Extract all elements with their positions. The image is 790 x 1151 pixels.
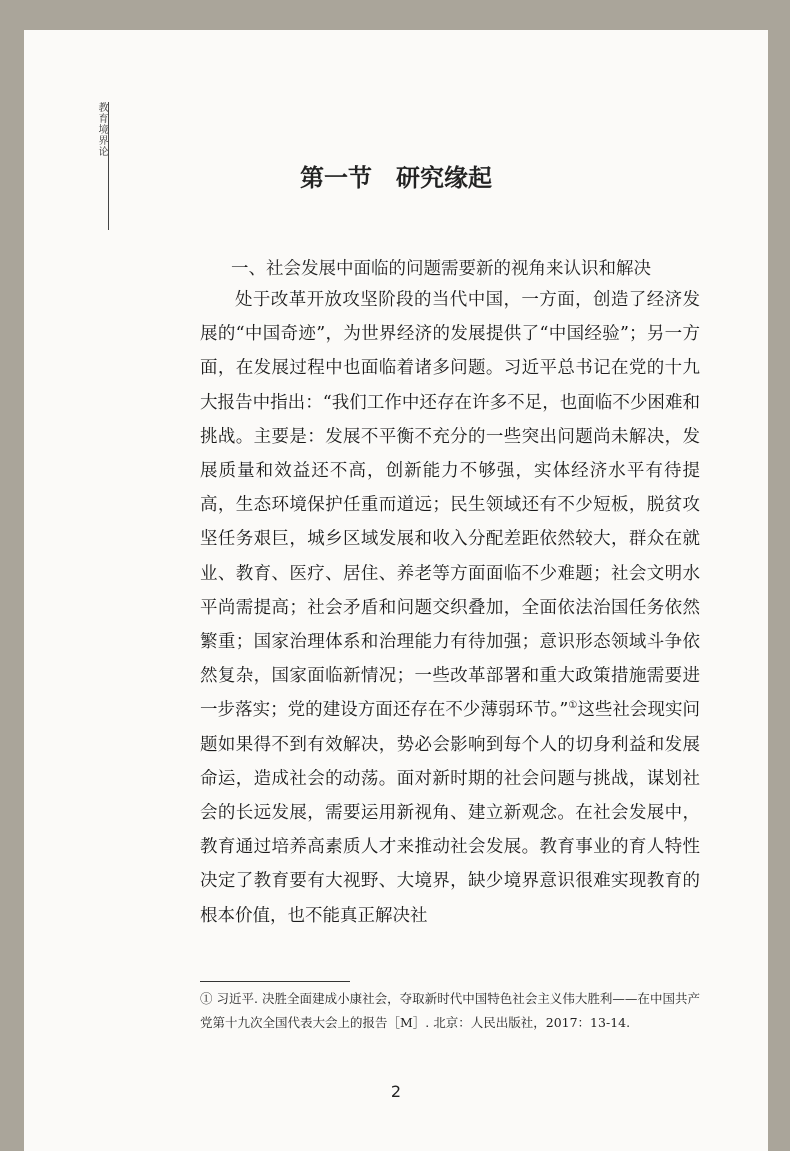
body-text-before-note: 处于改革开放攻坚阶段的当代中国，一方面，创造了经济发展的“中国奇迹”，为世界经济的发展提供了“中国经验”；另一方面，在发展过程中也面临着诸多问题。习近平总书记在党的十九大报告中指出：“我们工作中还存在许多不足，也面临不少困难和挑战。主要是：发展不平衡不充分的一些突出问题尚未解决，发展质量和效益还不高，创新能力不够强，实体经济水平有待提高，生态环境保护任重而道远；民生领域还有不少短板，脱贫攻坚任务艰巨，城乡区域发展和收入分配差距依然较大，群众在就业、教育、医疗、居住、养老等方面面临不少难题；社会文明水平尚需提高；社会矛盾和问题交织叠加，全面依法治国任务依然繁重；国家治理体系和治理能力有待加强；意识形态领域斗争依然复杂，国家面临新情况；一些改革部署和重大政策措施需要进一步落实；党的建设方面还存在不少薄弱环节。” bbox=[200, 290, 700, 721]
section-heading: 一、社会发展中面临的问题需要新的视角来认识和解决 bbox=[231, 259, 651, 279]
footnote-reference: ① bbox=[568, 700, 578, 712]
chapter-title: 第一节 研究缘起 bbox=[300, 164, 492, 193]
body-paragraph bbox=[200, 283, 700, 933]
footnote-text: 习近平. 决胜全面建成小康社会，夺取新时代中国特色社会主义伟大胜利——在中国共产党第十九次全国代表大会上的报告［M］. 北京：人民出版社，2017：13-14. bbox=[200, 991, 700, 1030]
footnote-divider bbox=[200, 981, 350, 982]
page-number: 2 bbox=[390, 1082, 402, 1101]
running-head: 教育境界论 bbox=[96, 102, 107, 157]
footnote-marker: ① bbox=[200, 991, 213, 1006]
book-page bbox=[24, 30, 768, 1151]
body-text-after-note: 这些社会现实问题如果得不到有效解决，势必会影响到每个人的切身利益和发展命运，造成社会的动荡。面对新时期的社会问题与挑战，谋划社会的长远发展，需要运用新视角、建立新观念。在社会发展中，教育通过培养高素质人才来推动社会发展。教育事业的育人特性决定了教育要有大视野、大境界，缺少境界意识很难实现教育的根本价值，也不能真正解决社 bbox=[200, 700, 700, 926]
footnote bbox=[200, 987, 700, 1035]
